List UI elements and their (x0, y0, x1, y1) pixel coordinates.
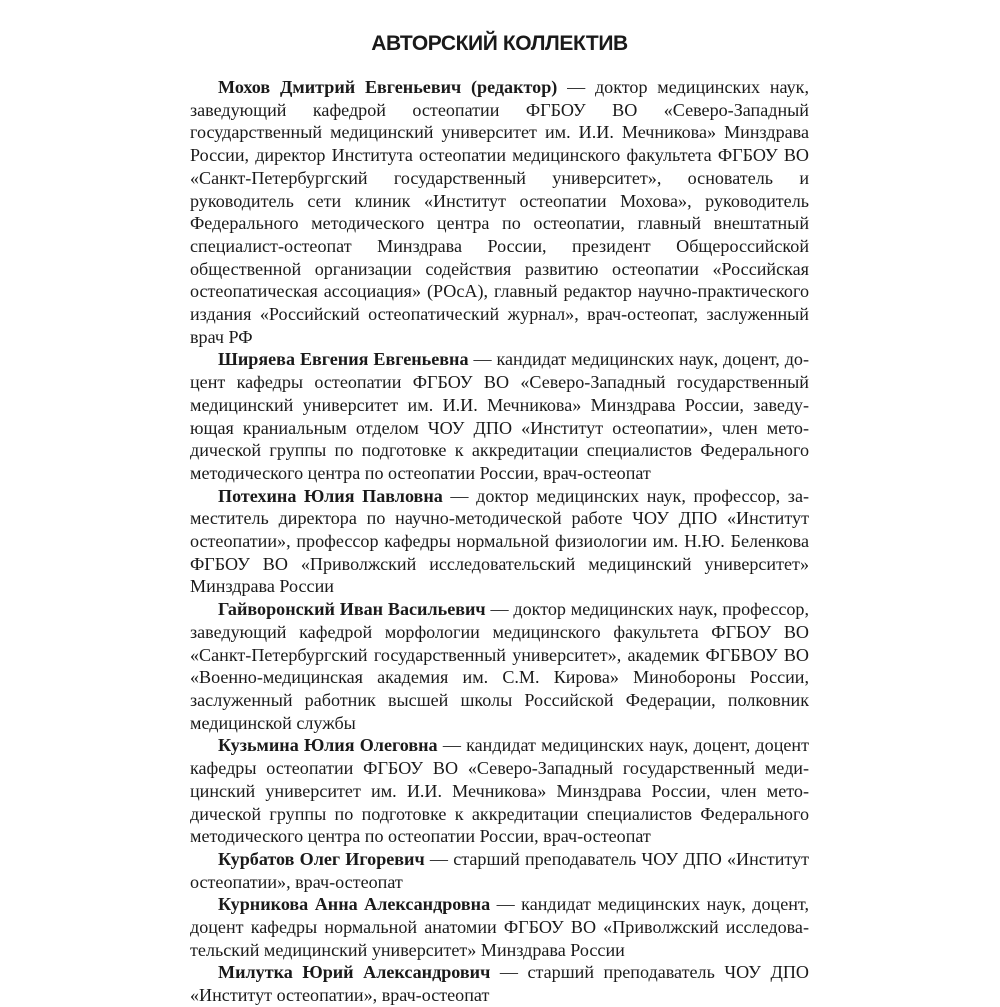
author-description: — доктор медицинских наук, заведующий кафедрой остеопатии ФГБОУ ВО «Северо-Западный государственный медицинский университет им. И.И. Мечникова» Минздрава России, директор Института остеопатии медицинского факультета ФГБОУ ВО «Санкт-Петербургский государственный университет», основатель и руководитель сети клиник «Институт остеопатии Мохова», руководитель Федерального методического центра по остеопатии, главный внештатный специалист-остеопат Минздрава России, президент Общероссийской общественной организации содействия развитию остеопатии «Российская остеопатическая ассоциация» (РОсА), главный редактор научно-практического издания «Российский остеопатический журнал», врач-остеопат, заслуженный врач РФ (190, 77, 809, 347)
author-description: — доктор медицинских наук, профессор, заместитель директора по научно-методической работе ЧОУ ДПО «Институт остеопатии», профессор кафедры нормальной физиологии им. Н.Ю. Беленкова ФГБОУ ВО «Приволжский исследовательский медицинский университет» Минздрава России (190, 485, 810, 597)
author-description: — старший преподаватель ЧОУ ДПО «Институт остеопатии», врач-остеопат (190, 848, 810, 892)
author-entry (190, 961, 809, 1006)
page-title: АВТОРСКИЙ КОЛЛЕКТИВ (371, 32, 628, 55)
author-name: Милутка Юрий Александрович (218, 962, 491, 983)
author-description: — кандидат медицинских наук, доцент, доцент кафедры нормальной анатомии ФГБОУ ВО «Приволжский исследовательский медицинский университет» Минздрава России (190, 894, 809, 960)
author-name: Кузьмина Юлия Олеговна (218, 735, 438, 756)
author-entry (190, 893, 809, 961)
author-entry (190, 76, 809, 348)
author-entry (190, 485, 809, 599)
author-entry (190, 348, 809, 484)
author-name: Ширяева Евгения Евгеньевна (218, 349, 469, 370)
author-entry (190, 848, 809, 893)
author-entry (190, 598, 809, 734)
author-description: — кандидат медицинских наук, доцент, доцент кафедры остеопатии ФГБОУ ВО «Северо-Западный государственный медицинский университет им. И.И. Мечникова» Минздрава России, заведующая краниальным отделом ЧОУ ДПО «Институт остеопатии», член методической группы по подготовке к аккредитации специалистов Федерального методического центра по остеопатии России, врач-остеопат (190, 349, 810, 483)
author-name: Курникова Анна Александровна (218, 894, 491, 915)
author-name: Курбатов Олег Игоревич (218, 848, 425, 869)
author-name: Потехина Юлия Павловна (218, 485, 443, 506)
author-description: — старший преподаватель ЧОУ ДПО «Институт остеопатии», врач-остеопат (190, 962, 810, 1006)
author-description: — кандидат медицинских наук, доцент, доцент кафедры остеопатии ФГБОУ ВО «Северо-Западный государственный медицинский университет им. И.И. Мечникова» Минздрава России, член методической группы по подготовке к аккредитации специалистов Федерального методического центра по остеопатии России, врач-остеопат (190, 735, 809, 847)
author-entry (190, 734, 809, 848)
author-description: — доктор медицинских наук, профессор, заведующий кафедрой морфологии медицинского факультета ФГБОУ ВО «Санкт-Петербургский государственный университет», академик ФГБВОУ ВО «Военно-медицинская академия им. С.М. Кирова» Минобороны России, заслуженный работник высшей школы Российской Федерации, полковник медицинской службы (190, 599, 810, 733)
author-name: Мохов Дмитрий Евгеньевич (редактор) (218, 77, 558, 97)
document-page (190, 30, 809, 1007)
author-name: Гайворонский Иван Васильевич (218, 599, 486, 620)
